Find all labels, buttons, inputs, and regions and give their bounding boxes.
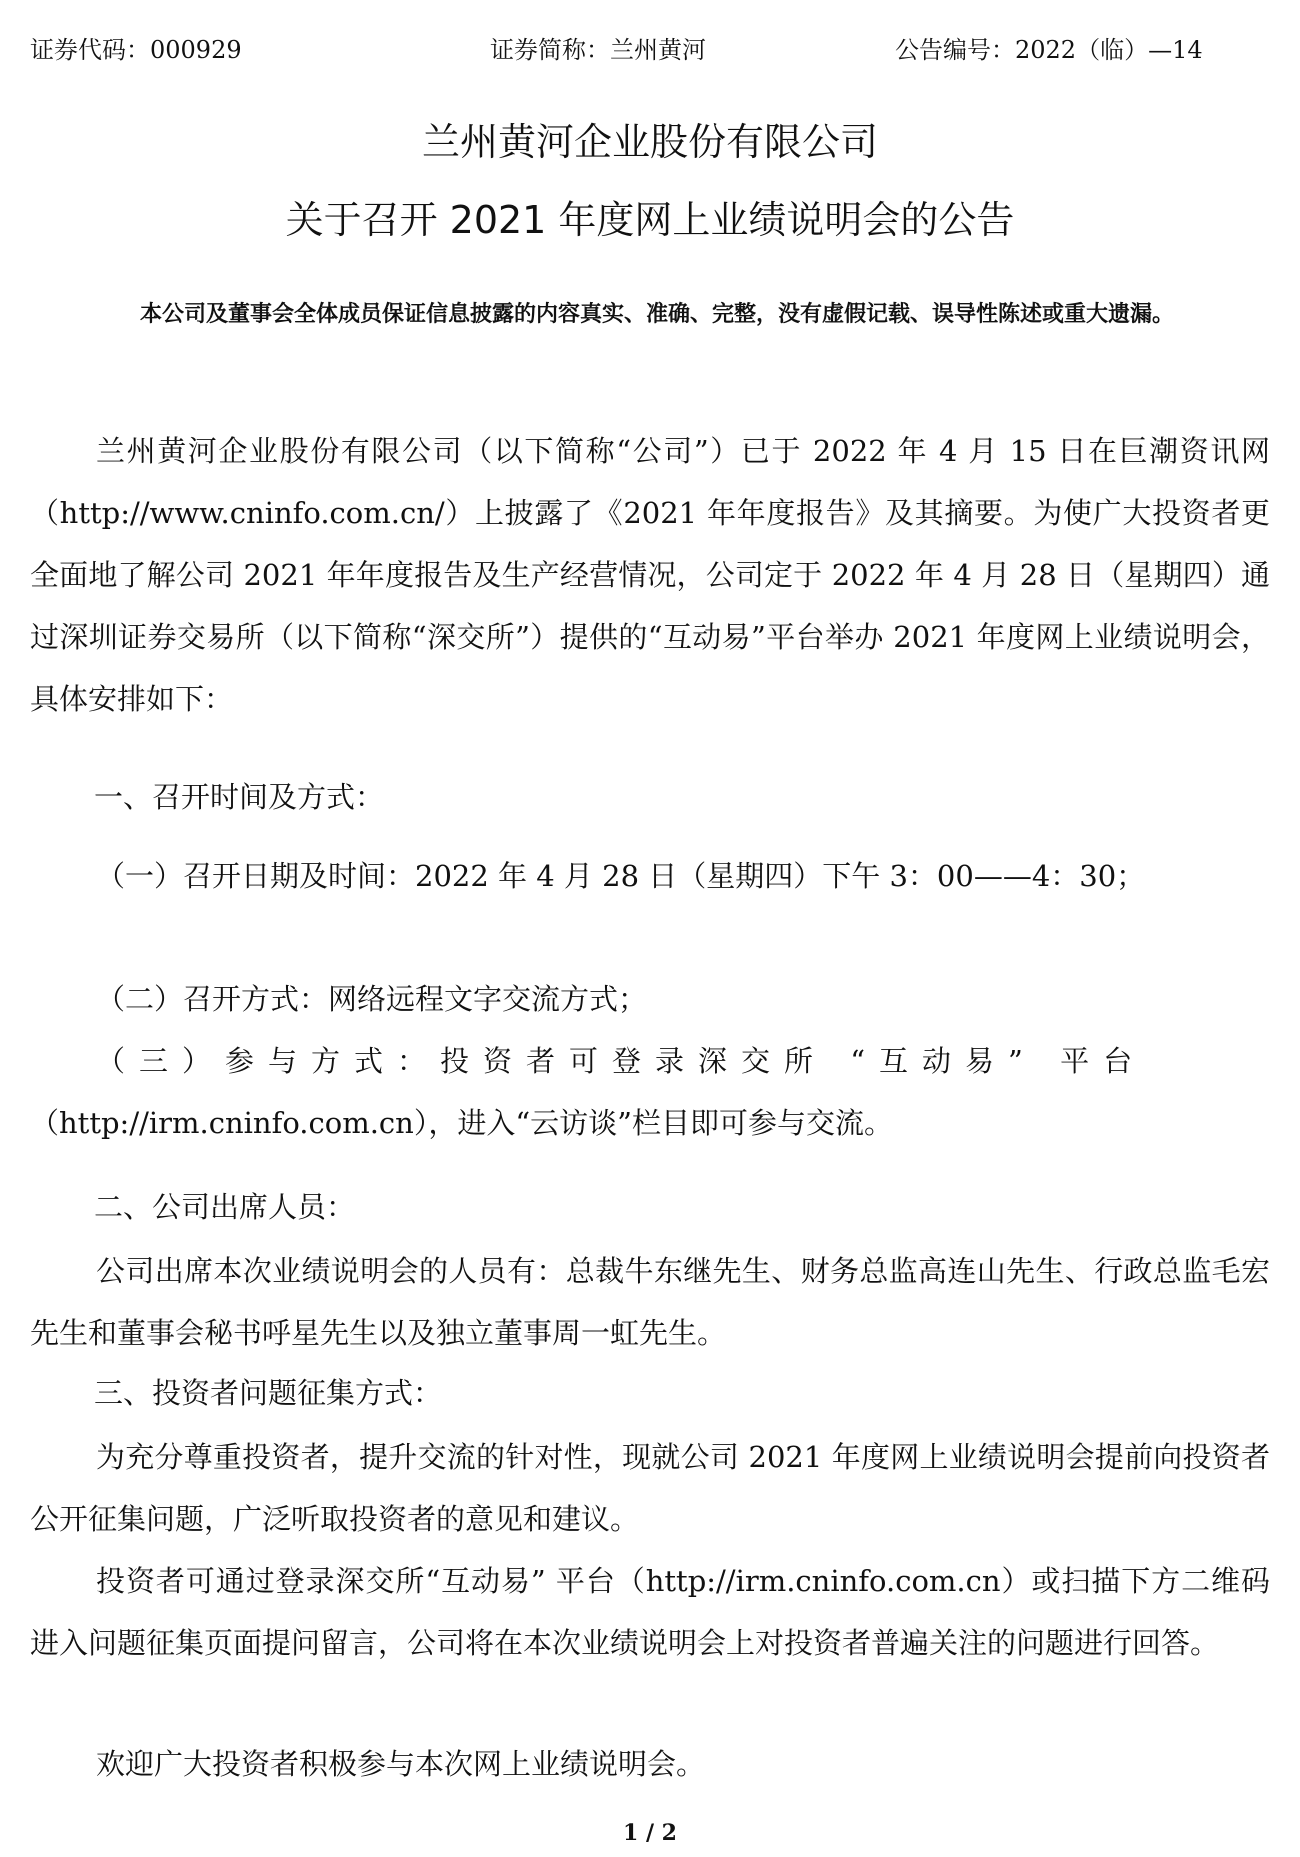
intro-paragraph: 兰州黄河企业股份有限公司（以下简称“公司”）已于 2022 年 4 月 15 日在巨潮资讯网（http://www.cninfo.com.cn/）上披露了《2021 年年度报告》及其摘要。为使广大投资者更全面地了解公司 2021 年年度报告及生产经营情况，公司定于 2022 年 4 月 28 日（星期四）通过深圳证券交易所（以下简称“深交所”）提供的“互动易”平台举办 2021 年度网上业绩说明会，具体安排如下： bbox=[30, 434, 1270, 716]
company-title: 兰州黄河企业股份有限公司 bbox=[421, 120, 878, 164]
attendees-paragraph: 公司出席本次业绩说明会的人员有：总裁牛东继先生、财务总监高连山先生、行政总监毛宏先生和董事会秘书呼星先生以及独立董事周一虹先生。 bbox=[30, 1254, 1270, 1350]
announcement-number: 公告编号：2022（临）—14 bbox=[895, 36, 1203, 64]
welcome-paragraph: 欢迎广大投资者积极参与本次网上业绩说明会。 bbox=[96, 1747, 706, 1781]
security-code: 证券代码：000929 bbox=[30, 36, 242, 64]
announcement-title: 关于召开 2021 年度网上业绩说明会的公告 bbox=[285, 198, 1015, 242]
section-heading-attendees: 二、公司出席人员： bbox=[94, 1190, 356, 1224]
meeting-method-paragraph: （二）召开方式：网络远程文字交流方式； bbox=[96, 982, 648, 1016]
board-statement: 本公司及董事会全体成员保证信息披露的内容真实、准确、完整，没有虚假记载、误导性陈述或重大遗漏。 bbox=[140, 302, 1175, 327]
security-abbreviation: 证券简称：兰州黄河 bbox=[490, 36, 706, 64]
question-purpose-paragraph: 为充分尊重投资者，提升交流的针对性，现就公司 2021 年度网上业绩说明会提前向投资者公开征集问题，广泛听取投资者的意见和建议。 bbox=[30, 1440, 1270, 1536]
section-heading-question-collection: 三、投资者问题征集方式： bbox=[94, 1376, 443, 1410]
page-number: 1 / 2 bbox=[623, 1820, 677, 1846]
section-heading-time-method: 一、召开时间及方式： bbox=[94, 780, 385, 814]
participation-text: （三）参与方式：投资者可登录深交所 “互动易” 平台 bbox=[96, 1044, 1147, 1078]
meeting-time-paragraph: （一）召开日期及时间：2022 年 4 月 28 日（星期四）下午 3：00——4：30； bbox=[96, 859, 1146, 893]
document-header bbox=[30, 30, 1270, 70]
participation-paragraph bbox=[30, 1030, 1270, 1154]
participation-url-text: （http://irm.cninfo.com.cn），进入“云访谈”栏目即可参与交流。 bbox=[30, 1106, 893, 1140]
question-channel-paragraph: 投资者可通过登录深交所“互动易” 平台（http://irm.cninfo.com.cn）或扫描下方二维码进入问题征集页面提问留言，公司将在本次业绩说明会上对投资者普遍关注的问题进行回答。 bbox=[30, 1564, 1270, 1660]
